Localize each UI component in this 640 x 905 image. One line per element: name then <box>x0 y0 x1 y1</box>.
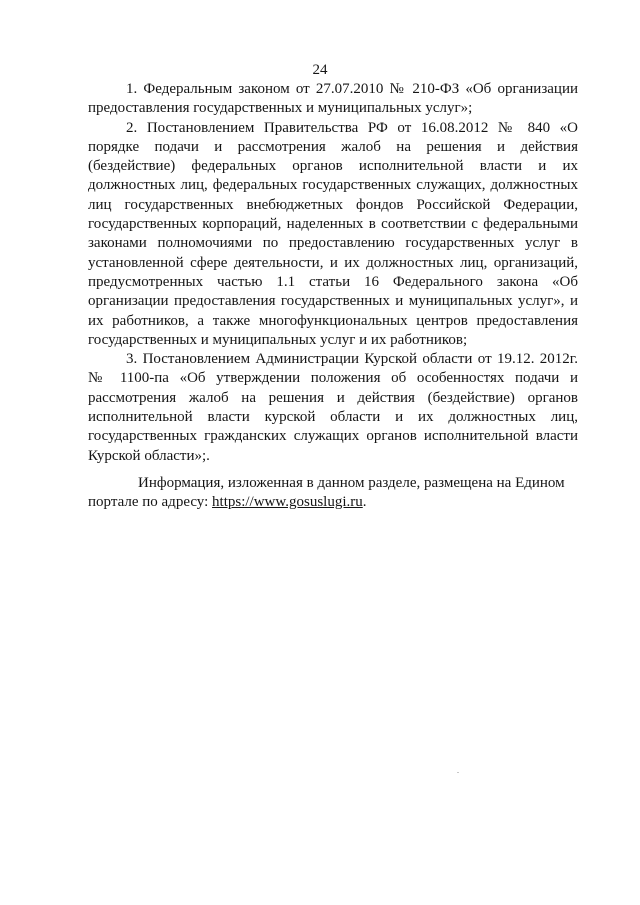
text-line: государственных и муниципальных услуг и их работников; <box>88 331 468 348</box>
text-line: организации предоставления государственных и муниципальных услуг», и <box>88 293 578 310</box>
text-line: их работников, а также многофункциональных центров предоставления <box>88 312 578 329</box>
info-line-2 <box>88 493 578 512</box>
page-number: 24 <box>312 62 328 78</box>
scan-speck <box>457 772 459 773</box>
paragraph-gap <box>88 466 578 474</box>
text-line: предоставления государственных и муниципальных услуг»; <box>88 100 473 117</box>
list-item-2 <box>88 119 578 351</box>
text-line: должностных лиц, федеральных государственных служащих, должностных <box>88 177 578 194</box>
text-line: 3. Постановлением Администрации Курской области от 19.12. 2012г. <box>126 351 578 368</box>
gosuslugi-link[interactable]: https://www.gosuslugi.ru <box>212 494 363 511</box>
text-line: Курской области»;. <box>88 447 210 464</box>
document-body <box>88 80 578 513</box>
text-line: рассмотрения жалоб на решения и действия (бездействие) органов <box>88 389 578 406</box>
list-item-1 <box>88 80 578 119</box>
text-line: государственных корпораций, наделенных в соответствии с федеральными <box>88 216 578 233</box>
text-line: 1. Федеральным законом от 27.07.2010 № 210-ФЗ «Об организации <box>126 81 578 97</box>
text-line: установленной сфере деятельности, и их должностных лиц, организаций, <box>88 254 578 271</box>
info-prefix: портале по адресу: <box>88 494 213 511</box>
text-line: (бездействие) федеральных органов исполнительной власти и их <box>88 158 578 175</box>
text-line: исполнительной власти курской области и их должностных лиц, <box>88 409 578 426</box>
text-line: предусмотренных частью 1.1 статьи 16 Федерального закона «Об <box>88 273 578 290</box>
list-item-3 <box>88 350 578 466</box>
info-line-1: Информация, изложенная в данном разделе, размещена на Едином <box>138 474 565 491</box>
info-suffix: . <box>362 494 367 511</box>
text-line: № 1100-па «Об утверждении положения об особенностях подачи и <box>88 370 578 387</box>
text-line: лиц государственных внебюджетных фондов Российской Федерации, <box>88 196 578 213</box>
info-paragraph <box>88 474 578 513</box>
text-line: законами полномочиями по предоставлению государственных услуг в <box>88 235 578 252</box>
text-line: государственных гражданских служащих органов исполнительной власти <box>88 428 578 445</box>
text-line: 2. Постановлением Правительства РФ от 16.08.2012 № 840 «О <box>126 119 578 136</box>
text-line: порядке подачи и рассмотрения жалоб на решения и действия <box>88 138 578 155</box>
